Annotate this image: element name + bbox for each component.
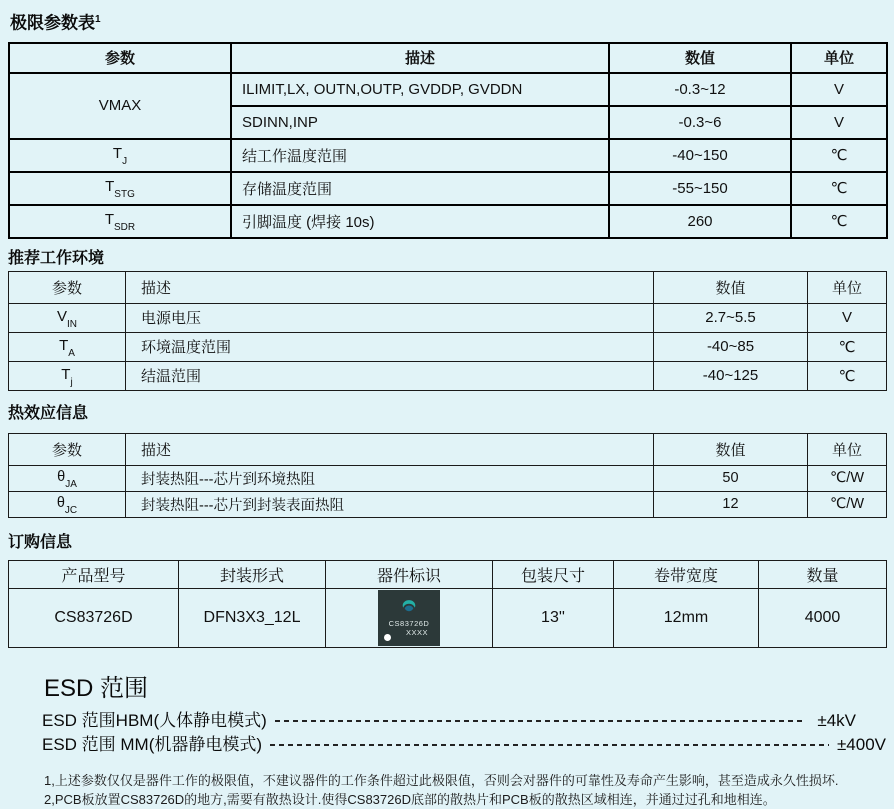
esd-title: ESD 范围 — [44, 674, 149, 702]
param-tstg — [9, 172, 231, 205]
unit-cell: V — [808, 303, 887, 332]
param-base: V — [56, 307, 67, 325]
desc-cell: 环境温度范围 — [126, 332, 654, 361]
param-base: T — [112, 145, 123, 163]
param-vin — [9, 303, 126, 332]
esd-hbm-value: ±4kV — [817, 710, 856, 730]
unit-cell: V — [791, 106, 887, 139]
th-header-desc: 描述 — [126, 433, 654, 465]
esd-mm-label: ESD 范围 MM(机器静电模式) — [42, 734, 263, 754]
dashed-leader — [270, 744, 829, 746]
ordering-info-table — [8, 560, 887, 648]
param-base: T — [59, 336, 69, 354]
value-cell: 260 — [609, 205, 791, 238]
value-cell: -40~85 — [654, 332, 808, 361]
value-cell: 2.7~5.5 — [654, 303, 808, 332]
ord-header-qty: 数量 — [759, 560, 887, 588]
thermal-header-row — [9, 433, 887, 465]
value-cell: -0.3~12 — [609, 73, 791, 106]
table-row — [9, 205, 887, 238]
recommended-header-row — [9, 271, 887, 303]
table-row — [9, 361, 887, 390]
esd-mm-value: ±400V — [836, 734, 886, 754]
table-row — [9, 332, 887, 361]
desc-cell: SDINN,INP — [231, 106, 609, 139]
unit-cell: V — [791, 73, 887, 106]
desc-cell: ILIMIT,LX, OUTN,OUTP, GVDDP, GVDDN — [231, 73, 609, 106]
limit-table-title — [10, 10, 886, 34]
limit-table-title-text: 极限参数表 — [10, 13, 95, 33]
unit-cell: ℃/W — [808, 491, 887, 517]
limit-header-row — [9, 43, 887, 73]
unit-cell: ℃/W — [808, 465, 887, 491]
param-theta-jc — [9, 491, 126, 517]
desc-cell: 电源电压 — [126, 303, 654, 332]
package-cell: DFN3X3_12L — [179, 588, 326, 647]
rec-header-value: 数值 — [654, 271, 808, 303]
value-cell: 12 — [654, 491, 808, 517]
chip-marking-line1: CS83726D — [388, 618, 430, 628]
ord-header-tape: 卷带宽度 — [614, 560, 759, 588]
esd-hbm-label: ESD 范围HBM(人体静电模式) — [42, 710, 267, 730]
thermal-info-table — [8, 433, 887, 518]
ord-header-model: 产品型号 — [9, 560, 179, 588]
ord-header-reel: 包装尺寸 — [493, 560, 614, 588]
table-row — [9, 465, 887, 491]
limit-header-unit: 单位 — [791, 43, 887, 73]
param-base: T — [105, 178, 115, 196]
table-row — [9, 172, 887, 205]
esd-section — [42, 674, 886, 755]
dashed-leader — [275, 720, 804, 722]
th-header-value: 数值 — [654, 433, 808, 465]
footnote-2: 2,PCB板放置CS83726D的地方,需要有散热设计.使得CS83726D底部的散热片和PCB板的散热区域相连，并通过过孔和地相连。 — [44, 791, 776, 807]
limit-parameters-table — [8, 42, 888, 239]
param-tj — [9, 139, 231, 172]
value-cell: 50 — [654, 465, 808, 491]
param-theta-ja — [9, 465, 126, 491]
footnotes — [44, 771, 886, 809]
param-sub: SDR — [114, 222, 136, 234]
pin1-dot-icon — [384, 634, 391, 641]
unit-cell: ℃ — [808, 361, 887, 390]
model-cell: CS83726D — [9, 588, 179, 647]
param-base: T — [104, 211, 115, 229]
limit-header-param: 参数 — [9, 43, 231, 73]
param-sub: IN — [67, 318, 77, 330]
ord-header-package: 封装形式 — [179, 560, 326, 588]
value-cell: -55~150 — [609, 172, 791, 205]
desc-cell: 存储温度范围 — [231, 172, 609, 205]
param-tj-rec — [9, 361, 126, 390]
limit-header-desc: 描述 — [231, 43, 609, 73]
param-sub: A — [68, 347, 75, 359]
table-row — [9, 139, 887, 172]
desc-cell: 结工作温度范围 — [231, 139, 609, 172]
value-cell: -40~125 — [654, 361, 808, 390]
table-row — [9, 491, 887, 517]
rec-header-unit: 单位 — [808, 271, 887, 303]
param-base: θ — [56, 494, 65, 511]
param-sub: J — [122, 156, 128, 168]
recommended-operating-table — [8, 271, 887, 391]
unit-cell: ℃ — [791, 205, 887, 238]
unit-cell: ℃ — [791, 139, 887, 172]
reel-size-cell: 13'' — [493, 588, 614, 647]
esd-hbm-line — [42, 710, 886, 731]
quantity-cell: 4000 — [759, 588, 887, 647]
chip-marking-line2: XXXX — [405, 627, 428, 637]
marking-cell — [326, 588, 493, 647]
param-vmax: VMAX — [9, 73, 231, 139]
param-sub: JA — [65, 478, 77, 490]
desc-cell: 封装热阻---芯片到环境热阻 — [126, 465, 654, 491]
value-cell: -0.3~6 — [609, 106, 791, 139]
desc-cell: 封装热阻---芯片到封装表面热阻 — [126, 491, 654, 517]
footnote-1: 1,上述参数仅仅是器件工作的极限值，不建议器件的工作条件超过此极限值，否则会对器件的可靠性及寿命产生影响，甚至造成永久性损坏. — [44, 772, 839, 788]
limit-header-value: 数值 — [609, 43, 791, 73]
esd-mm-line — [42, 734, 886, 755]
brand-logo-icon — [400, 599, 418, 617]
chip-marking-image — [378, 590, 440, 646]
param-sub: JC — [64, 504, 78, 516]
param-ta — [9, 332, 126, 361]
limit-table-title-footnote-ref: 1 — [95, 14, 101, 25]
desc-cell: 结温范围 — [126, 361, 654, 390]
desc-cell: 引脚温度 (焊接 10s) — [231, 205, 609, 238]
unit-cell: ℃ — [791, 172, 887, 205]
tape-width-cell: 12mm — [614, 588, 759, 647]
table-row — [9, 303, 887, 332]
param-base: T — [61, 365, 71, 383]
ordering-data-row — [9, 588, 887, 647]
param-sub: j — [70, 376, 73, 388]
param-tsdr — [9, 205, 231, 238]
th-header-unit: 单位 — [808, 433, 887, 465]
table-row — [9, 73, 887, 106]
param-base: θ — [57, 468, 66, 485]
param-sub: STG — [114, 189, 135, 201]
thermal-section-title: 热效应信息 — [8, 404, 89, 422]
rec-header-desc: 描述 — [126, 271, 654, 303]
ordering-section-title: 订购信息 — [8, 533, 73, 551]
th-header-param: 参数 — [9, 433, 126, 465]
unit-cell: ℃ — [808, 332, 887, 361]
value-cell: -40~150 — [609, 139, 791, 172]
rec-header-param: 参数 — [9, 271, 126, 303]
recommended-section-title: 推荐工作环境 — [8, 249, 105, 267]
ordering-header-row — [9, 560, 887, 588]
ord-header-marking: 器件标识 — [326, 560, 493, 588]
